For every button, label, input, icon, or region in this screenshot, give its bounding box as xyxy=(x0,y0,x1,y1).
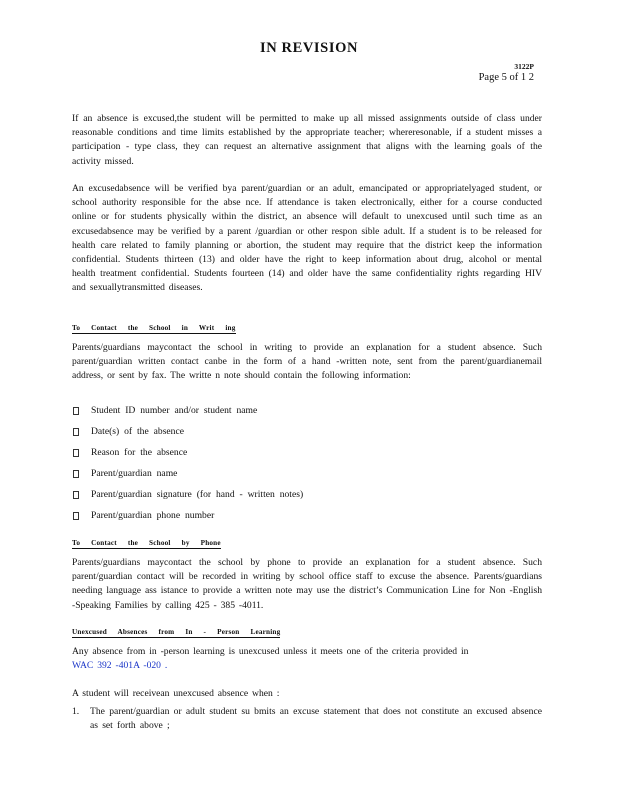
list-item-text: The parent/guardian or adult student su bmits an excuse statement that does not constitute an excused absence as set forth above ; xyxy=(90,706,542,732)
list-item: Parent/guardian name xyxy=(72,467,303,488)
wac-link[interactable]: WAC 392 -401A -020 . xyxy=(72,660,168,672)
list-item: Date(s) of the absence xyxy=(72,425,303,446)
heading-contact-writing: To Contact the School in Writ ing xyxy=(72,324,236,332)
bullet-box-icon xyxy=(73,407,79,415)
unexcused-paragraph xyxy=(72,645,542,673)
required-information-list xyxy=(72,404,303,530)
bullet-box-icon xyxy=(73,512,79,520)
bullet-box-icon xyxy=(73,470,79,478)
page-number: Page 5 of 1 2 xyxy=(478,72,534,83)
excused-verification-paragraph: An excusedabsence will be verified bya parent/guardian or an adult, emancipated or appropriatelyaged student, or school authority responsible for the abse nce. If attendance is taken electronically, either for a course conducted online or for students physically within the district, an absence will default to unexcused until such time as an excusedabsence may be verified by a parent /guardian or other respon sible adult. If a student is to be released for health care related to family planning or abortion, the student may require that the district keep the information confidential. Students thirteen (13) and older have the right to keep information about drug, alcohol or mental health treatment confidential. Students fourteen (14) and older have the same confidentiality rights regarding HIV and sexuallytransmitted diseases. xyxy=(72,183,542,294)
bullet-box-icon xyxy=(73,428,79,436)
heading-unexcused-absences: Unexcused Absences from In - Person Learning xyxy=(72,628,281,636)
list-item xyxy=(72,705,542,733)
excused-makeup-paragraph: If an absence is excused,the student will be permitted to make up all missed assignments outside of class under reasonable conditions and time limits established by the appropriate teacher; whereresonable, if a student misses a participation - type class, they can request an alternative assignment that aligns with the learning goals of the activity missed. xyxy=(72,113,542,167)
list-item: Parent/guardian signature (for hand - written notes) xyxy=(72,488,303,509)
revision-title: IN REVISION xyxy=(259,40,359,56)
heading-contact-phone: To Contact the School by Phone xyxy=(72,539,221,547)
contact-writing-paragraph: Parents/guardians maycontact the school in writing to provide an explanation for a student absence. Such parent/guardian written contact canbe in the form of a hand -written note, sent from the parent/guardianemail address, or sent by fax. The writte n note should contain the following information: xyxy=(72,342,542,382)
unexcused-text: Any absence from in -person learning is unexcused unless it meets one of the criteria provided in xyxy=(72,646,469,657)
policy-number: 3122P xyxy=(514,62,534,71)
list-item: Parent/guardian phone number xyxy=(72,509,303,530)
unexcused-when-paragraph: A student will receivean unexcused absence when : xyxy=(72,688,280,699)
list-number: 1. xyxy=(72,706,80,717)
list-item: Student ID number and/or student name xyxy=(72,404,303,425)
list-item: Reason for the absence xyxy=(72,446,303,467)
unexcused-criteria-list xyxy=(72,705,542,733)
bullet-box-icon xyxy=(73,491,79,499)
bullet-box-icon xyxy=(73,449,79,457)
contact-phone-paragraph: Parents/guardians maycontact the school by phone to provide an explanation for a student absence. Such parent/guardian contact will be recorded in writing by school office staff to excuse the absence. Parents/guardians needing language ass istance to provide a written note may use the district’s Communication Line for Non -English -Speaking Families by calling 425 - 385 -4011. xyxy=(72,557,542,611)
